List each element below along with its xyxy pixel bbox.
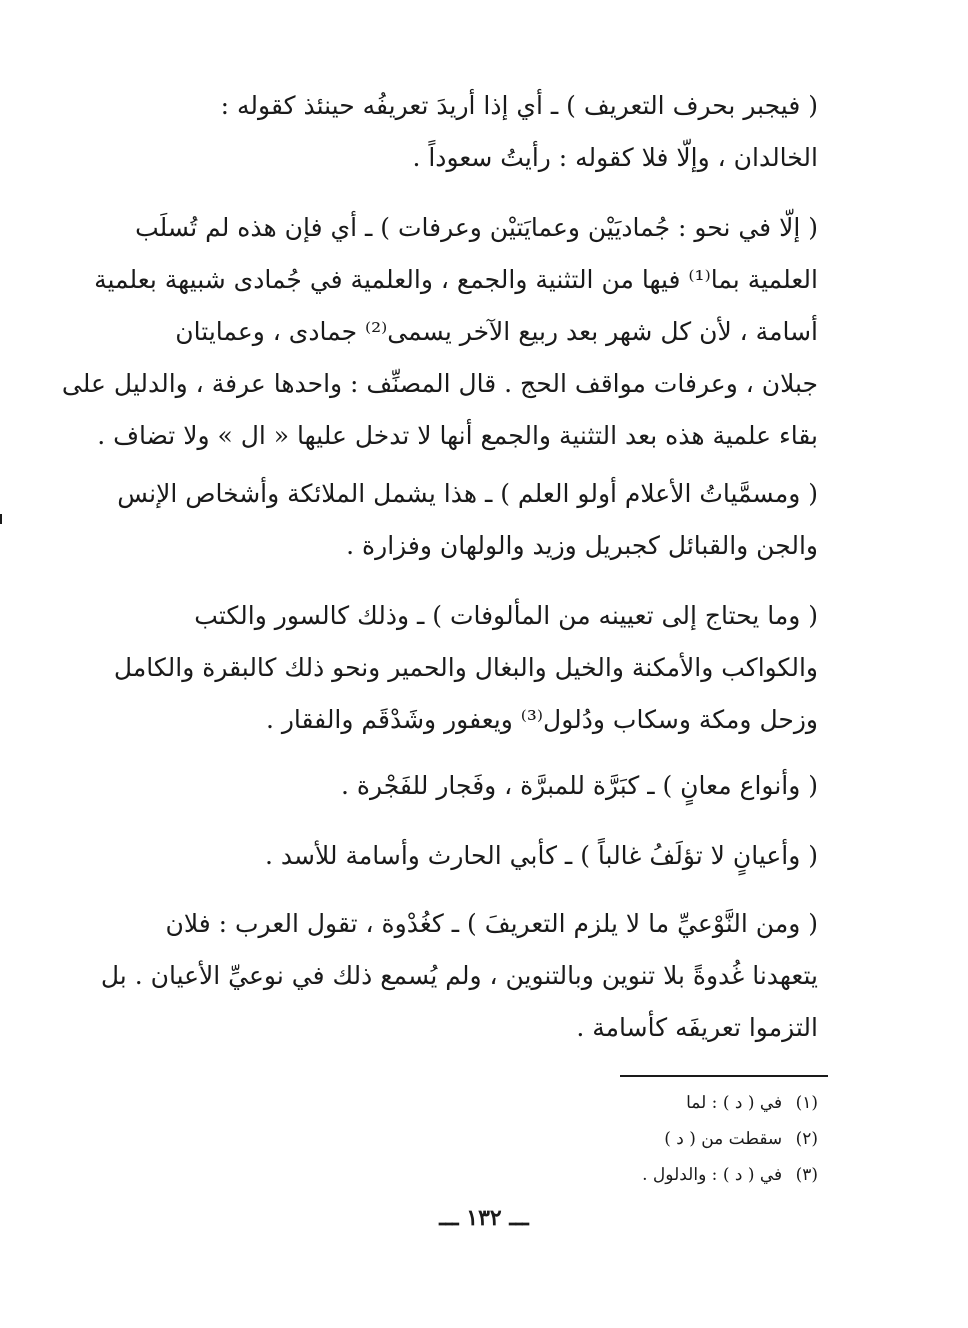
footnote	[418, 1157, 818, 1193]
text-line: والكواكب والأمكنة والخيل والبغال والحمير ونحو ذلك كالبقرة والكامل	[113, 653, 818, 682]
text-line: بقاء علمية هذه بعد التثنية والجمع أنها لا تدخل عليها « ال » ولا تضاف .	[97, 421, 818, 450]
text-line: ( وأعيانٍ لا تؤلَفُ غالباً ) ـ كأبي الحارث وأسامة للأسد .	[265, 841, 818, 870]
paragraph-7	[100, 898, 818, 1054]
footnote	[418, 1085, 818, 1121]
paragraph-4	[113, 590, 818, 746]
text-line: ( وأنواع معانٍ ) ـ كبَرَّة للمبرَّة ، وفَجار للفَجْرة .	[340, 771, 818, 800]
text-line: ( وما يحتاج إلى تعيينه من المألوفات ) ـ وذلك كالسور والكتب	[194, 601, 818, 630]
text-line: جبلان ، وعرفات مواقف الحج . قال المصنِّف : واحدها عرفة ، والدليل على	[61, 369, 818, 398]
paragraph-1	[118, 80, 818, 184]
footnotes-list	[418, 1085, 818, 1193]
footnote-number: (١)	[795, 1093, 818, 1113]
text-line: والجن والقبائل كجبريل وزيد والولهان وفزارة .	[346, 531, 818, 560]
paragraph-2	[61, 202, 818, 462]
text-line: وزحل ومكة وسكاب ودُلول⁽³⁾ ويعفور وشَدْقَم والفقار .	[265, 705, 818, 734]
paragraph-3	[118, 468, 818, 572]
text-line: العلمية بما⁽¹⁾ فيها من التثنية والجمع ، والعلمية في جُمادى شبيهة بعلمية	[94, 265, 818, 294]
text-line: ( فيجبر بحرف التعريف ) ـ أي إذا أريدَ تعريفُه حينئذ كقوله :	[220, 91, 818, 120]
page-number: ـــ ١٣٢ ـــ	[439, 1205, 529, 1231]
footnote-text: في ( د ) : لما	[686, 1093, 783, 1113]
footnote-number: (٣)	[795, 1165, 818, 1185]
text-line: التزموا تعريفَه كأسامة .	[576, 1013, 818, 1042]
text-line: ( إلّا في نحو : جُماديَيْن وعمايَتيْن وعرفات ) ـ أي فإن هذه لم تُسلَب	[135, 213, 818, 242]
text-line: يتعهدنا غُدوةً بلا تنوين وبالتنوين ، ولم يُسمع ذلك في نوعيِّ الأعيان . بل	[100, 961, 818, 990]
footnote-text: سقطت من ( د )	[664, 1129, 783, 1149]
paragraph-5	[118, 760, 818, 812]
text-line: ( ومسمَّياتُ الأعلام أولو العلم ) ـ هذا يشمل الملائكة وأشخاص الإنس	[117, 479, 818, 508]
footnote-number: (٢)	[795, 1129, 818, 1149]
text-line: أسامة ، لأن كل شهر بعد ربيع الآخر يسمى⁽²⁾ جمادى ، وعمايتان	[175, 317, 818, 346]
footnote-text: في ( د ) : والدلول .	[642, 1165, 783, 1185]
footnote-divider	[620, 1075, 828, 1077]
margin-mark	[0, 514, 2, 524]
text-line: الخالدان ، وإلّا فلا كقوله : رأيتُ سعوداً .	[412, 143, 818, 172]
text-line: ( ومن النَّوْعيِّ ما لا يلزم التعريفَ ) ـ كغُدْوة ، تقول العرب : فلان	[165, 909, 818, 938]
footnote	[418, 1121, 818, 1157]
paragraph-6	[118, 830, 818, 882]
